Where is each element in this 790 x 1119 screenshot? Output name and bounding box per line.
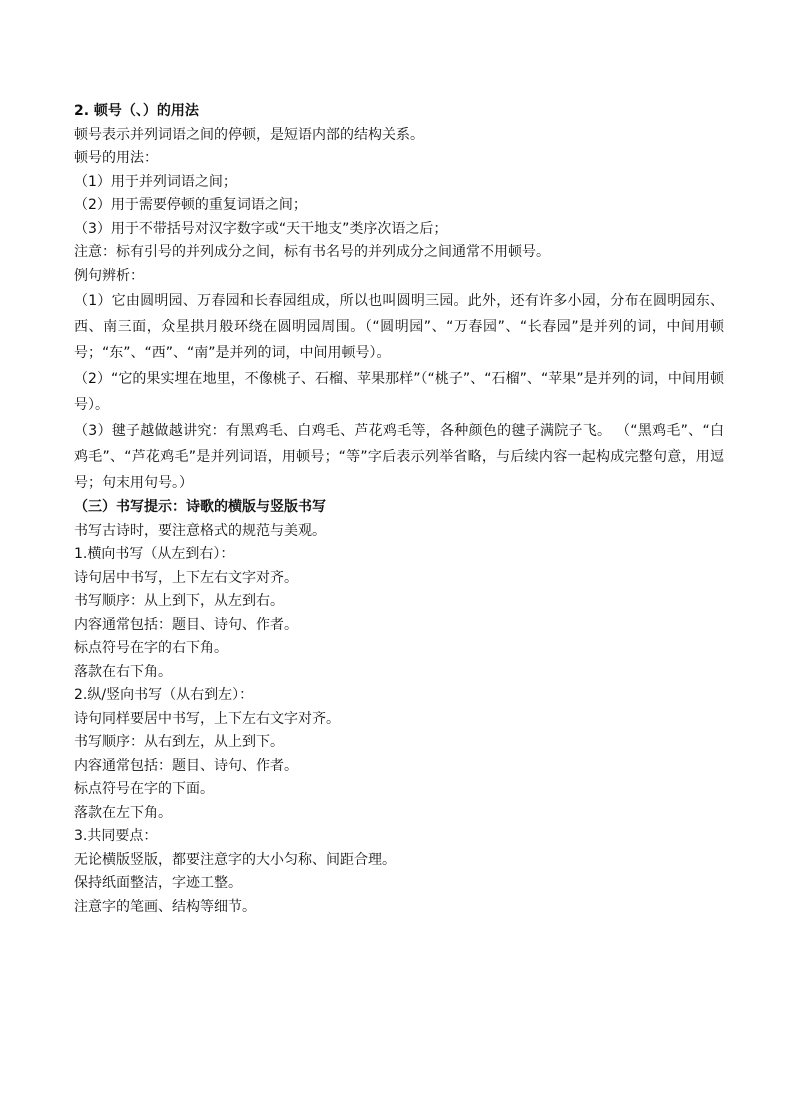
writing-intro: 书写古诗时，要注意格式的规范与美观。 bbox=[74, 522, 326, 539]
definition-text: 顿号表示并列词语之间的停顿，是短语内部的结构关系。 bbox=[74, 126, 424, 143]
common-item: 保持纸面整洁，字迹工整。 bbox=[74, 875, 242, 891]
common-item: 注意字的笔画、结构等细节。 bbox=[74, 898, 256, 915]
horizontal-item: 书写顺序：从上到下，从左到右。 bbox=[74, 593, 284, 609]
vertical-heading: 2.纵/竖向书写（从右到左）： bbox=[74, 687, 254, 703]
horizontal-heading: 1.横向书写（从左到右）： bbox=[74, 546, 235, 562]
example-1: （1）它由圆明园、万春园和长春园组成，所以也叫圆明三园。此外，还有许多小园，分布在圆明园东、西、南三面，众星拱月般环绕在圆明园周围。（“圆明园”、“万春园”、“长春园”是并列的词，中间用顿号；“东”、“西”、“南”是并列的词，中间用顿号）。 bbox=[74, 293, 724, 361]
note-text: 注意：标有引号的并列成分之间，标有书名号的并列成分之间通常不用顿号。 bbox=[74, 244, 550, 260]
vertical-item: 落款在左下角。 bbox=[74, 804, 172, 821]
usage-heading: 顿号的用法： bbox=[74, 150, 158, 166]
vertical-item: 书写顺序：从右到左，从上到下。 bbox=[74, 734, 284, 750]
usage-item-1: （1）用于并列词语之间； bbox=[74, 173, 237, 190]
examples-heading: 例句辨析： bbox=[74, 267, 144, 284]
horizontal-item: 落款在右下角。 bbox=[74, 663, 172, 680]
horizontal-item: 标点符号在字的右下角。 bbox=[74, 640, 228, 656]
common-heading: 3.共同要点： bbox=[74, 828, 158, 844]
usage-item-2: （2）用于需要停顿的重复词语之间； bbox=[74, 197, 307, 213]
horizontal-item: 内容通常包括：题目、诗句、作者。 bbox=[74, 616, 298, 633]
section-title: 2. 顿号（、）的用法 bbox=[74, 103, 199, 119]
writing-title: （三）书写提示：诗歌的横版与竖版书写 bbox=[74, 499, 326, 515]
common-item: 无论横版竖版，都要注意字的大小匀称、间距合理。 bbox=[74, 851, 396, 868]
vertical-item: 内容通常包括：题目、诗句、作者。 bbox=[74, 757, 298, 774]
vertical-item: 标点符号在字的下面。 bbox=[74, 781, 214, 797]
document-page bbox=[74, 100, 724, 919]
example-3: （3）毽子越做越讲究：有黑鸡毛、白鸡毛、芦花鸡毛等，各种颜色的毽子满院子飞。 （“黑鸡毛”、“白鸡毛”、“芦花鸡毛”是并列词语，用顿号；“等”字后表示列举省略，与后续内容一起构成完整句意，用逗号；句末用句号。） bbox=[74, 423, 724, 491]
horizontal-item: 诗句居中书写，上下左右文字对齐。 bbox=[74, 569, 298, 586]
usage-item-3: （3）用于不带括号对汉字数字或“天干地支”类序次语之后； bbox=[74, 220, 448, 237]
example-2: （2）“它的果实埋在地里，不像桃子、石榴、苹果那样”（“桃子”、“石榴”、“苹果”是并列的词，中间用顿号）。 bbox=[74, 371, 724, 413]
vertical-item: 诗句同样要居中书写，上下左右文字对齐。 bbox=[74, 710, 340, 727]
